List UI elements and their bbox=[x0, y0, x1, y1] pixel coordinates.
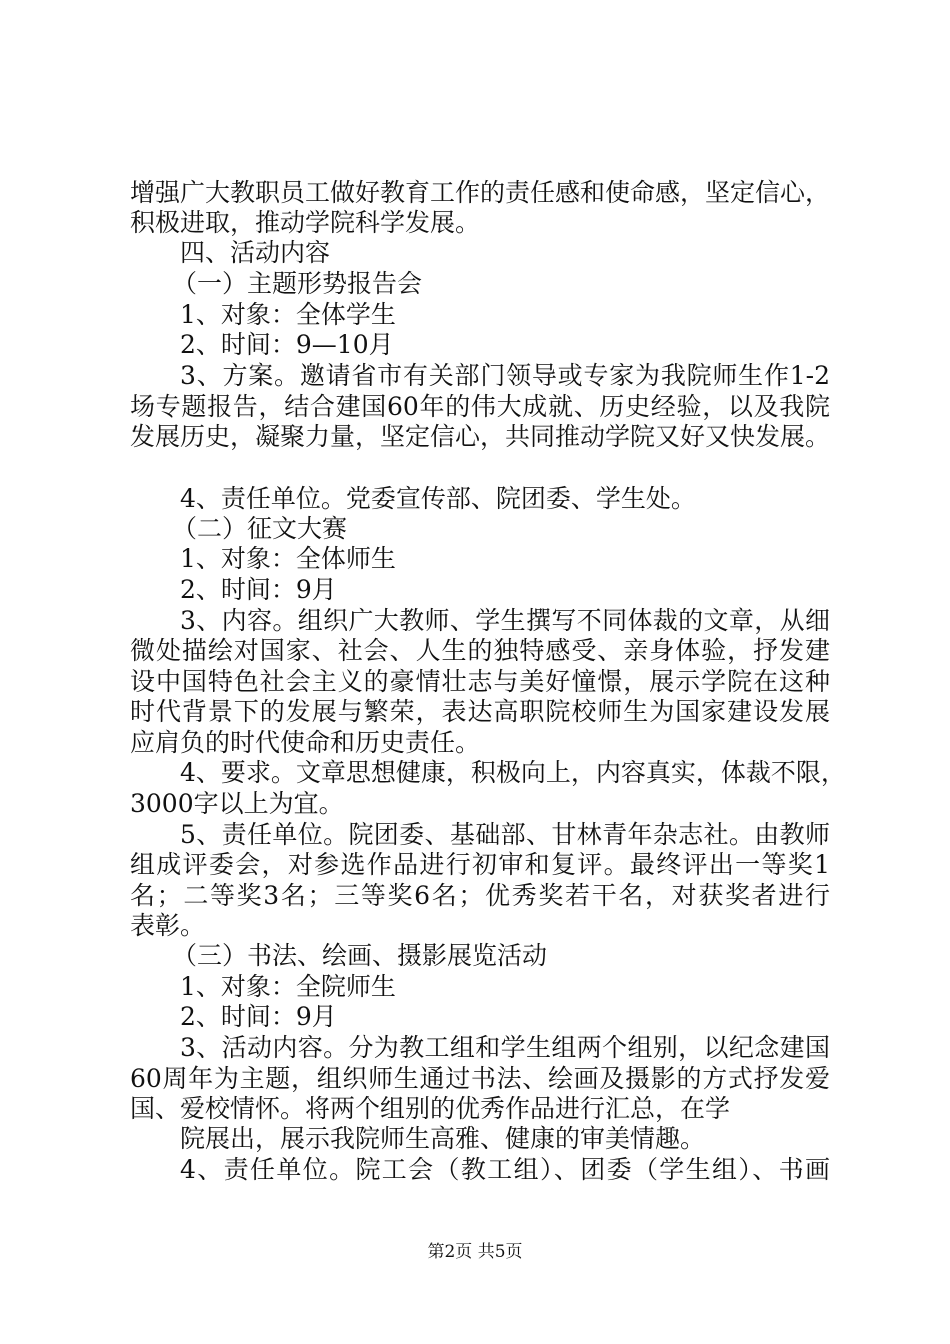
text-line: 设中国特色社会主义的豪情壮志与美好憧憬，展示学院在这种 bbox=[130, 667, 830, 696]
text-line: 微处描绘对国家、社会、人生的独特感受、亲身体验，抒发建 bbox=[130, 636, 830, 665]
text-line: 1、对象：全院师生 bbox=[180, 972, 396, 1001]
text-line: 组成评委会，对参选作品进行初审和复评。最终评出一等奖1 bbox=[130, 850, 830, 879]
text-line: 4、要求。文章思想健康，积极向上，内容真实，体裁不限， bbox=[180, 758, 846, 787]
subsection-heading: （一）主题形势报告会 bbox=[172, 269, 423, 298]
text-line: 积极进取，推动学院科学发展。 bbox=[130, 208, 481, 237]
text-line: 时代背景下的发展与繁荣，表达高职院校师生为国家建设发展 bbox=[130, 697, 830, 726]
text-line: 2、时间：9月 bbox=[180, 1002, 337, 1031]
text-line: 表彰。 bbox=[130, 911, 206, 940]
section-heading: 四、活动内容 bbox=[180, 238, 331, 267]
text-line: 1、对象：全体学生 bbox=[180, 300, 396, 329]
text-line: 3000字以上为宜。 bbox=[130, 789, 344, 818]
subsection-heading: （二）征文大赛 bbox=[172, 514, 348, 543]
subsection-heading: （三）书法、绘画、摄影展览活动 bbox=[172, 941, 548, 970]
page-footer: 第2页 共5页 bbox=[427, 1242, 523, 1262]
text-line: 场专题报告，结合建国60年的伟大成就、历史经验，以及我院 bbox=[130, 392, 830, 421]
text-line: 3、活动内容。分为教工组和学生组两个组别，以纪念建国 bbox=[180, 1033, 830, 1062]
text-line: 4、责任单位。院工会（教工组）、团委（学生组）、书画 bbox=[180, 1155, 830, 1184]
text-line: 3、方案。邀请省市有关部门领导或专家为我院师生作1-2 bbox=[180, 361, 830, 390]
text-line: 应肩负的时代使命和历史责任。 bbox=[130, 728, 481, 757]
text-line: 3、内容。组织广大教师、学生撰写不同体裁的文章，从细 bbox=[180, 606, 830, 635]
text-line: 名；二等奖3名；三等奖6名；优秀奖若干名，对获奖者进行 bbox=[130, 881, 830, 910]
text-line: 2、时间：9月 bbox=[180, 575, 337, 604]
text-line: 国、爱校情怀。将两个组别的优秀作品进行汇总，在学 bbox=[130, 1094, 731, 1123]
text-line: 增强广大教职员工做好教育工作的责任感和使命感，坚定信心， bbox=[130, 178, 831, 207]
text-line: 2、时间：9—10月 bbox=[180, 330, 394, 359]
text-line: 4、责任单位。党委宣传部、院团委、学生处。 bbox=[180, 484, 696, 513]
text-line: 院展出，展示我院师生高雅、健康的审美情趣。 bbox=[180, 1124, 706, 1153]
text-line: 1、对象：全体师生 bbox=[180, 544, 396, 573]
text-line: 5、责任单位。院团委、基础部、甘林青年杂志社。由教师 bbox=[180, 820, 830, 849]
text-line: 60周年为主题，组织师生通过书法、绘画及摄影的方式抒发爱 bbox=[130, 1064, 830, 1093]
text-line: 发展历史，凝聚力量，坚定信心，共同推动学院又好又快发展。 bbox=[130, 422, 831, 451]
